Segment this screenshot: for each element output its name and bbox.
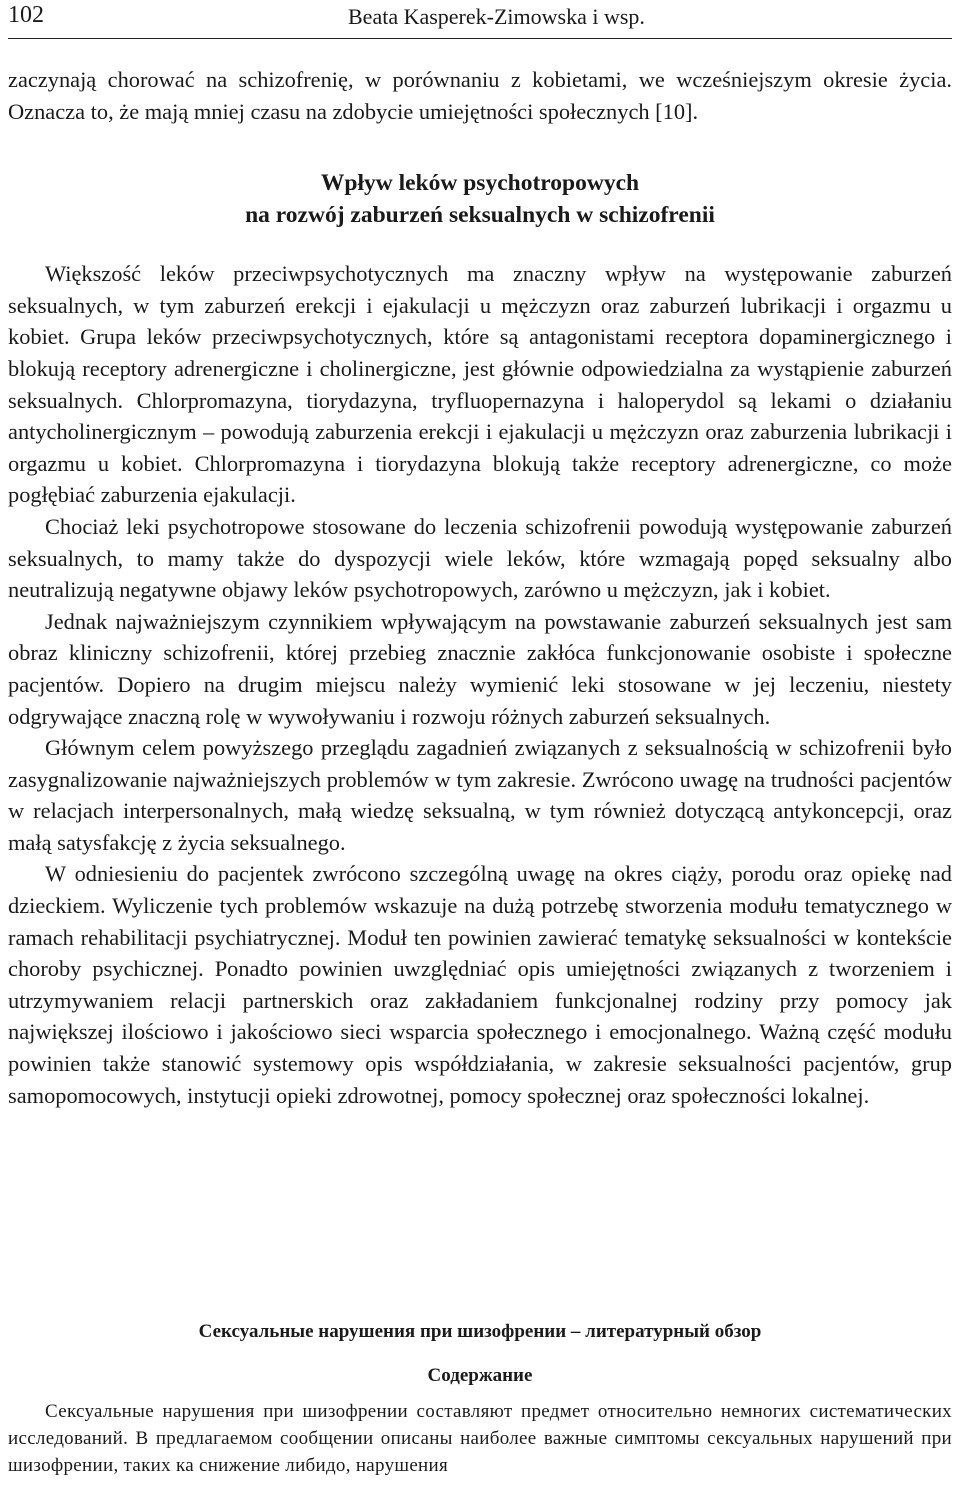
section-title-line-1: Wpływ leków psychotropowych (320, 170, 640, 197)
paragraph-2: Chociaż leki psychotropowe stosowane do leczenia schizofrenii powodują występowanie zaburzeń seksualnych, to mamy także do dyspozycji wiele leków, które wzmagają popęd seksualny albo neutralizują negatywne objawy leków psychotropowych, zarówno u mężczyzn, jak i kobiet. (8, 513, 952, 603)
running-head: Beata Kasperek-Zimowska i wsp. (348, 4, 645, 29)
article-body (8, 64, 952, 1111)
paragraph-3: Jednak najważniejszym czynnikiem wpływającym na powstawanie zaburzeń seksualnych jest sam obraz kliniczny schizofrenii, której przebieg znacznie zakłóca funkcjonowanie osobiste i społeczne pacjentów. Dopiero na drugim miejscu należy wymienić leki stosowane w jej leczeniu, niestety odgrywające znaczną rolę w wywoływaniu i rozwoju różnych zaburzeń seksualnych. (8, 608, 952, 729)
paragraph-5: W odniesieniu do pacjentek zwrócono szczególną uwagę na okres ciąży, porodu oraz opiekę nad dzieckiem. Wyliczenie tych problemów wskazuje na dużą potrzebę stworzenia modułu tematycznego w ramach rehabilitacji psychiatrycznej. Moduł ten powinien zawierać tematykę seksualności w kontekście choroby psychicznej. Ponadto powinien uwzględniać opis umiejętności związanych z tworzeniem i utrzymywaniem relacji partnerskich oraz zakładaniem funkcjonalnej rodziny przy pomocy jak największej ilościowo i jakościowo sieci wsparcia społecznego i emocjonalnego. Ważną część modułu powinien także stanowić systemowy opis współdziałania, w zakresie seksualności pacjentów, grup samopomocowych, instytucji opieki zdrowotnej, pomocy społecznej oraz społeczności lokalnej. (8, 861, 952, 1108)
russian-abstract-body: Сексуальные нарушения при шизофрении составляют предмет относительно немногих систематических исследований. В предлагаемом сообщении описаны наиболее важные симптомы сексуальных нарушений при шизофрении, таких ка снижение либидо, нарушения (8, 1401, 952, 1476)
russian-abstract (8, 1320, 952, 1479)
page-header (8, 0, 952, 40)
section-title-line-2: na rozwój zaburzeń seksualnych w schizofrenii (245, 202, 715, 229)
page-number: 102 (8, 2, 44, 28)
russian-abstract-title: Сексуальные нарушения при шизофрении – литературный обзор (198, 1321, 762, 1342)
russian-abstract-subtitle: Содержание (427, 1365, 533, 1386)
intro-paragraph: zaczynają chorować na schizofrenię, w porównaniu z kobietami, we wcześniejszym okresie życia. Oznacza to, że mają mniej czasu na zdobycie umiejętności społecznych [10]. (8, 67, 952, 124)
header-rule (8, 38, 952, 39)
section-title (8, 167, 952, 231)
paragraph-4: Głównym celem powyższego przeglądu zagadnień związanych z seksualnością w schizofrenii było zasygnalizowanie najważniejszych problemów w tym zakresie. Zwrócono uwagę na trudności pacjentów w relacjach interpersonalnych, małą wiedzę seksualną, w tym również dotyczącą antykoncepcji, oraz małą satysfakcję z życia seksualnego. (8, 735, 952, 855)
paragraph-1: Większość leków przeciwpsychotycznych ma znaczny wpływ na występowanie zaburzeń seksualnych, w tym zaburzeń erekcji i ejakulacji u mężczyzn oraz zaburzeń lubrikacji i orgazmu u kobiet. Grupa leków przeciwpsychotycznych, które są antagonistami receptora dopaminergicznego i blokują receptory adrenergiczne i cholinergiczne, jest głównie odpowiedzialna za wystąpienie zaburzeń seksualnych. Chlorpromazyna, tiorydazyna, tryfluopernazyna i haloperydol są lekami o działaniu antycholinergicznym – powodują zaburzenia erekcji i ejakulacji u mężczyzn oraz zaburzenia lubrikacji i orgazmu u kobiet. Chlorpromazyna i tiorydazyna blokują także receptory adrenergiczne, co może pogłębiać zaburzenia ejakulacji. (8, 261, 952, 508)
